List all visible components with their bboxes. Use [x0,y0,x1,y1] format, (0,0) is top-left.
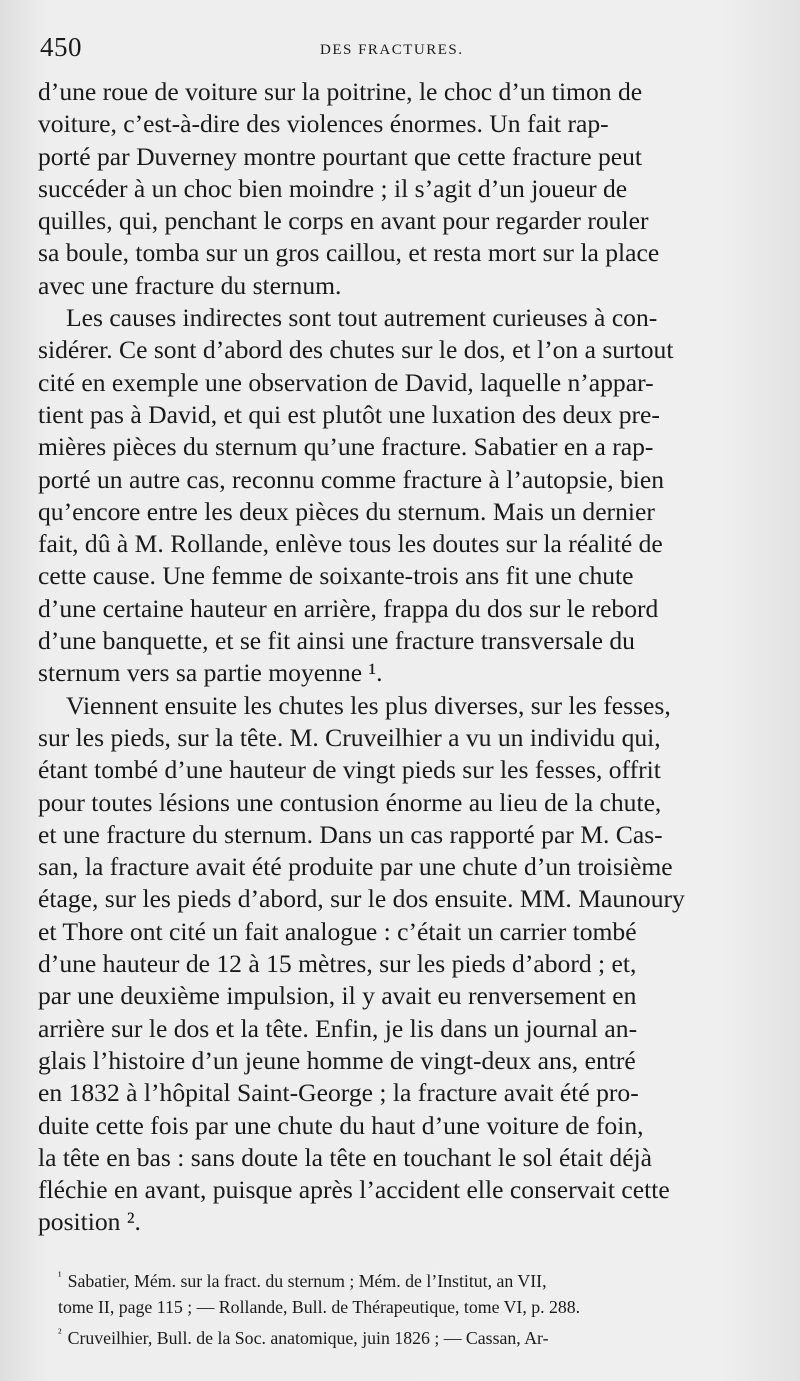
text-line: cette cause. Une femme de soixante-trois ans fit une chute [38,561,634,591]
text-line: en 1832 à l’hôpital Saint-George ; la fracture avait été pro- [38,1078,639,1108]
footnote-text: tome II, page 115 ; — Rollande, Bull. de Thérapeutique, tome VI, p. 288. [58,1296,581,1317]
text-line: duite cette fois par une chute du haut d’une voiture de foin, [38,1110,644,1140]
text-line: sa boule, tomba sur un gros caillou, et resta mort sur la place [38,238,660,268]
footnote-1-line [58,1263,762,1294]
text-line: sur les pieds, sur la tête. M. Cruveilhier a vu un individu qui, [38,722,661,752]
footnote-2-line [58,1320,762,1351]
text-line: et Thore ont cité un fait analogue : c’était un carrier tombé [38,916,637,946]
text-line: mières pièces du sternum qu’une fracture. Sabatier en a rap- [38,432,654,462]
footnote-mark: ¹ [58,1269,62,1283]
paragraph-2 [38,302,762,690]
text-line: succéder à un choc bien moindre ; il s’agit d’un joueur de [38,173,628,203]
text-line: pour toutes lésions une contusion énorme au lieu de la chute, [38,787,662,817]
text-line: d’une hauteur de 12 à 15 mètres, sur les pieds d’abord ; et, [38,949,637,979]
text-line: qu’encore entre les deux pièces du sternum. Mais un dernier [38,496,655,526]
text-line: voiture, c’est-à-dire des violences énormes. Un fait rap- [38,109,609,139]
text-line: étage, sur les pieds d’abord, sur le dos ensuite. MM. Maunoury [38,884,685,914]
text-line: porté un autre cas, reconnu comme fracture à l’autopsie, bien [38,464,665,494]
text-line: glais l’histoire d’un jeune homme de vingt-deux ans, entré [38,1045,636,1075]
text-line: et une fracture du sternum. Dans un cas rapporté par M. Cas- [38,819,663,849]
text-line: tient pas à David, et qui est plutôt une luxation des deux pre- [38,399,660,429]
page-header [40,32,760,72]
page-number: 450 [40,32,82,62]
paragraph-1 [38,76,762,302]
text-line: fait, dû à M. Rollande, enlève tous les doutes sur la réalité de [38,529,663,559]
text-line: par une deuxième impulsion, il y avait eu renversement en [38,981,637,1011]
text-line: Viennent ensuite les chutes les plus diverses, sur les fesses, [66,690,671,720]
text-line: avec une fracture du sternum. [38,270,342,300]
text-line: d’une banquette, et se fit ainsi une fracture transversale du [38,626,635,656]
text-line: sidérer. Ce sont d’abord des chutes sur le dos, et l’on a surtout [38,335,674,365]
running-head: DES FRACTURES. [320,42,464,58]
text-line: san, la fracture avait été produite par une chute d’un troisième [38,852,673,882]
text-line: sternum vers sa partie moyenne ¹. [38,658,383,688]
footnote-text: Cruveilhier, Bull. de la Soc. anatomique, juin 1826 ; — Cassan, Ar- [67,1327,549,1348]
text-line: fléchie en avant, puisque après l’accident elle conservait cette [38,1175,670,1205]
text-line: étant tombé d’une hauteur de vingt pieds sur les fesses, offrit [38,755,661,785]
text-line: arrière sur le dos et la tête. Enfin, je lis dans un journal an- [38,1013,638,1043]
body-text [38,76,762,1239]
footnote-text: Sabatier, Mém. sur la fract. du sternum ; Mém. de l’Institut, an VII, [67,1270,547,1291]
text-line: cité en exemple une observation de David, laquelle n’appar- [38,367,654,397]
text-line: la tête en bas : sans doute la tête en touchant le sol était déjà [38,1142,653,1172]
text-line: Les causes indirectes sont tout autrement curieuses à con- [66,303,658,333]
footnote-mark: ² [58,1325,62,1340]
footnotes [58,1263,762,1351]
footnote-1-line [58,1294,762,1320]
text-line: d’une certaine hauteur en arrière, frappa du dos sur le rebord [38,593,659,623]
paragraph-3 [38,690,762,1239]
text-line: d’une roue de voiture sur la poitrine, le choc d’un timon de [38,77,643,106]
text-line: quilles, qui, penchant le corps en avant pour regarder rouler [38,206,649,236]
text-line: position ². [38,1207,141,1237]
text-line: porté par Duverney montre pourtant que cette fracture peut [38,141,643,171]
